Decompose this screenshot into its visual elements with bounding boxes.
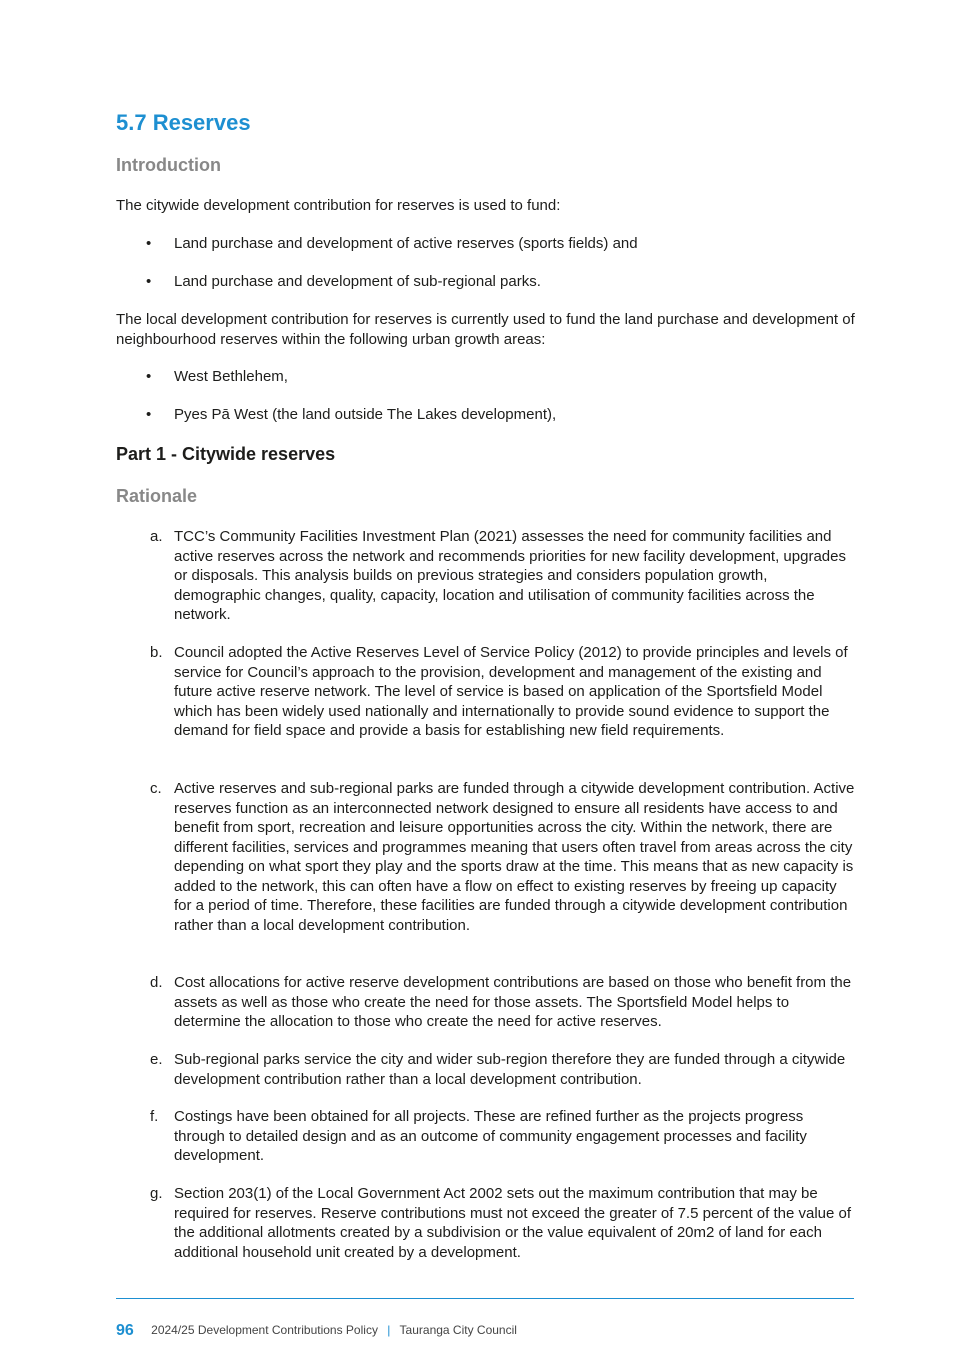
bullet-icon: • — [146, 273, 152, 290]
intro-paragraph-2: The local development contribution for reserves is currently used to fund the land purchase and development of neighbourhood reserves within the following urban growth areas: — [116, 311, 855, 348]
footer-org: Tauranga City Council — [399, 1323, 517, 1337]
bullet-icon: • — [146, 406, 152, 423]
footer-doc-title: 2024/25 Development Contributions Policy — [151, 1323, 378, 1337]
section-heading: 5.7 Reserves — [116, 110, 251, 135]
bullet-icon: • — [146, 368, 152, 385]
part1-heading: Part 1 - Citywide reserves — [116, 444, 336, 464]
page-number: 96 — [116, 1322, 134, 1339]
bullet-icon: • — [146, 235, 152, 252]
footer-divider — [116, 1298, 854, 1299]
introduction-heading: Introduction — [116, 155, 221, 175]
rationale-heading: Rationale — [116, 486, 198, 506]
intro-paragraph-1: The citywide development contribution for reserves is used to fund: — [116, 197, 561, 214]
page-footer — [116, 1322, 517, 1340]
footer-separator: | — [387, 1323, 391, 1337]
